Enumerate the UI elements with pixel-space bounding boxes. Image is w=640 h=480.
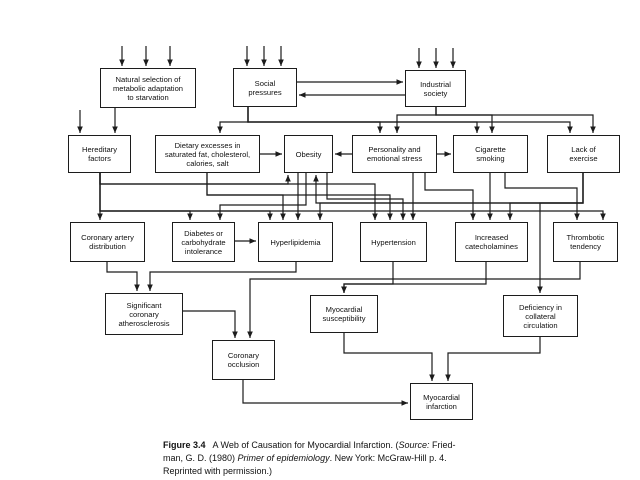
arrowhead-icon [97,214,103,221]
arrowhead-icon [147,285,153,292]
node-label: Significant [126,300,162,310]
arrowhead-icon [567,127,573,134]
arrowhead-icon [250,238,257,244]
node-label: factors [88,154,111,163]
arrowhead-icon [410,214,416,221]
edge-hereditary-factors-to-obesity [100,173,288,184]
node-label: Myocardial [423,392,460,402]
arrowhead-icon [232,332,238,339]
edge-hereditary-factors-to-thrombotic-tendency [100,173,603,220]
node-label: coronary [129,309,159,319]
arrowhead-icon [590,127,596,134]
node-natural-selection [100,68,196,108]
node-label: Hypertension [371,237,416,247]
edge-lack-of-exercise-to-hyperlipidemia [320,173,583,220]
node-label: pressures [248,87,282,97]
node-label: saturated fat, cholesterol, [164,149,251,159]
arrowhead-icon [341,287,347,294]
node-thrombotic-tendency [553,222,618,262]
node-label: metabolic adaptation [112,83,184,93]
arrowhead-icon [474,127,480,134]
edge-industrial-society-to-cigarette-smoking [436,107,492,133]
arrowhead-icon [445,151,452,157]
node-label: Hyperlipidemia [270,237,321,247]
arrowhead-icon [489,127,495,134]
node-social-pressures [233,68,297,107]
node-myocardial-susceptibility [310,295,378,333]
node-coronary-artery-distribution [70,222,145,262]
node-deficiency-collateral-circulation [503,295,578,337]
node-hereditary-factors [68,135,131,173]
edge-social-pressures-to-lack-of-exercise [248,107,570,133]
node-label: society [423,88,448,98]
node-label: catecholamines [465,242,518,251]
node-label: exercise [569,154,598,163]
edge-hypertension-to-myocardial-susceptibility [344,262,393,293]
arrowhead-icon [400,214,406,221]
arrowhead-icon [77,127,83,134]
node-label: circulation [523,320,558,330]
arrowhead-icon [112,127,118,134]
arrowhead-icon [167,60,173,67]
edge-obesity-to-diabetes [220,173,306,220]
arrowhead-icon [278,60,284,67]
edge-hereditary-factors-to-hypertension [100,173,375,220]
arrowhead-icon [507,214,513,221]
arrowhead-icon [574,214,580,221]
arrowhead-icon [445,375,451,382]
arrowhead-icon [313,175,319,182]
edge-social-pressures-to-cigarette-smoking [248,107,477,133]
node-myocardial-infarction [410,383,473,420]
edge-coronary-artery-distribution-to-significant-coronary-atherosclerosis [107,262,137,291]
node-label: Deficiency in [518,302,563,312]
node-personality-stress [352,135,437,173]
arrowhead-icon [217,214,223,221]
arrowhead-icon [217,127,223,134]
node-label: Social [254,78,276,88]
arrowhead-icon [295,214,301,221]
arrowhead-icon [299,92,306,98]
arrowhead-icon [372,214,378,221]
arrowhead-icon [317,214,323,221]
arrowhead-icon [377,127,383,134]
caption-figure-label: Figure 3.4 [163,440,206,450]
figure-caption [163,439,501,478]
arrowhead-icon [470,214,476,221]
node-hypertension [360,222,427,262]
caption-line2-end: . New York: McGraw-Hill p. 4. [329,453,447,463]
node-label: Cigarette [475,145,506,154]
node-label: intolerance [184,246,223,256]
node-obesity [284,135,333,173]
edge-hereditary-factors-to-hyperlipidemia [100,173,270,220]
node-label: Increased [474,233,509,242]
node-label: Dietary excesses in [174,140,241,150]
node-label: carbohydrate [181,237,226,247]
node-label: Thrombotic [566,233,605,242]
node-diabetes [172,222,235,262]
node-industrial-society [405,70,466,107]
arrowhead-icon [402,400,409,406]
node-label: distribution [89,242,126,251]
edge-industrial-society-to-personality-stress [397,107,436,133]
arrowhead-icon [285,175,291,182]
caption-line1-end: Fried- [429,440,456,450]
caption-line3-text: Reprinted with permission.) [163,466,273,476]
edge-social-pressures-to-dietary-excesses [220,107,248,133]
arrowhead-icon [487,214,493,221]
edge-personality-stress-to-increased-catecholamines [425,173,473,220]
edge-deficiency-collateral-circulation-to-myocardial-infarction [448,337,540,381]
arrowhead-icon [394,127,400,134]
arrowhead-icon [600,214,606,221]
arrowhead-icon [143,60,149,67]
node-dietary-excesses [155,135,260,173]
node-label: Industrial [420,79,451,89]
node-label: tendency [570,242,601,251]
edge-dietary-excesses-to-hyperlipidemia [207,173,283,220]
caption-line1-text: A Web of Causation for Myocardial Infarction. ( [205,440,399,450]
node-label: occlusion [227,360,260,369]
arrowhead-icon [429,375,435,382]
arrowhead-icon [387,214,393,221]
arrowhead-icon [280,214,286,221]
edge-significant-coronary-atherosclerosis-to-coronary-occlusion [183,311,235,338]
node-label: smoking [476,154,505,163]
arrowhead-icon [276,151,283,157]
node-label: susceptibility [322,314,366,323]
node-label: Lack of [571,145,596,154]
node-lack-of-exercise [547,135,620,173]
node-label: to starvation [127,92,169,102]
node-label: Natural selection of [115,74,181,84]
node-label: atherosclerosis [118,318,170,328]
node-label: Coronary artery [81,233,134,242]
arrowhead-icon [244,60,250,67]
edge-increased-catecholamines-to-myocardial-susceptibility [344,262,486,293]
arrowhead-icon [537,287,543,294]
edge-obesity-to-hypertension [327,173,403,220]
caption-book-title: Primer of epidemiology [237,453,330,463]
node-label: infarction [426,401,457,411]
node-label: Diabetes or [184,228,223,238]
edge-hereditary-factors-to-diabetes [100,173,190,220]
edge-social-pressures-to-personality-stress [248,107,380,133]
arrowhead-icon [433,62,439,69]
arrowhead-icon [247,332,253,339]
edge-cigarette-smoking-to-thrombotic-tendency [505,173,577,220]
edge-hyperlipidemia-to-significant-coronary-atherosclerosis [150,262,296,291]
node-label: collateral [525,311,556,321]
node-label: Coronary [227,351,260,360]
edge-myocardial-susceptibility-to-myocardial-infarction [344,333,432,381]
arrowhead-icon [119,60,125,67]
node-increased-catecholamines [455,222,528,262]
arrowhead-icon [416,62,422,69]
node-label: Hereditary [81,145,118,154]
caption-line2-text: man, G. D. (1980) [163,453,238,463]
arrowhead-icon [450,62,456,69]
arrowhead-icon [134,285,140,292]
node-label: Obesity [295,149,322,159]
node-significant-coronary-atherosclerosis [105,293,183,335]
arrowhead-icon [267,214,273,221]
node-label: emotional stress [366,154,423,163]
caption-source-word: Source: [398,440,430,450]
node-hyperlipidemia [258,222,333,262]
arrowhead-icon [187,214,193,221]
arrowhead-icon [261,60,267,67]
node-label: Personality and [368,145,421,154]
arrowhead-icon [397,79,404,85]
node-label: Myocardial [325,305,363,314]
edge-lack-of-exercise-to-increased-catecholamines [510,173,583,220]
arrowhead-icon [335,151,342,157]
node-coronary-occlusion [212,340,275,380]
edge-coronary-occlusion-to-myocardial-infarction [243,380,408,403]
node-label: calories, salt [186,158,229,168]
node-cigarette-smoking [453,135,528,173]
